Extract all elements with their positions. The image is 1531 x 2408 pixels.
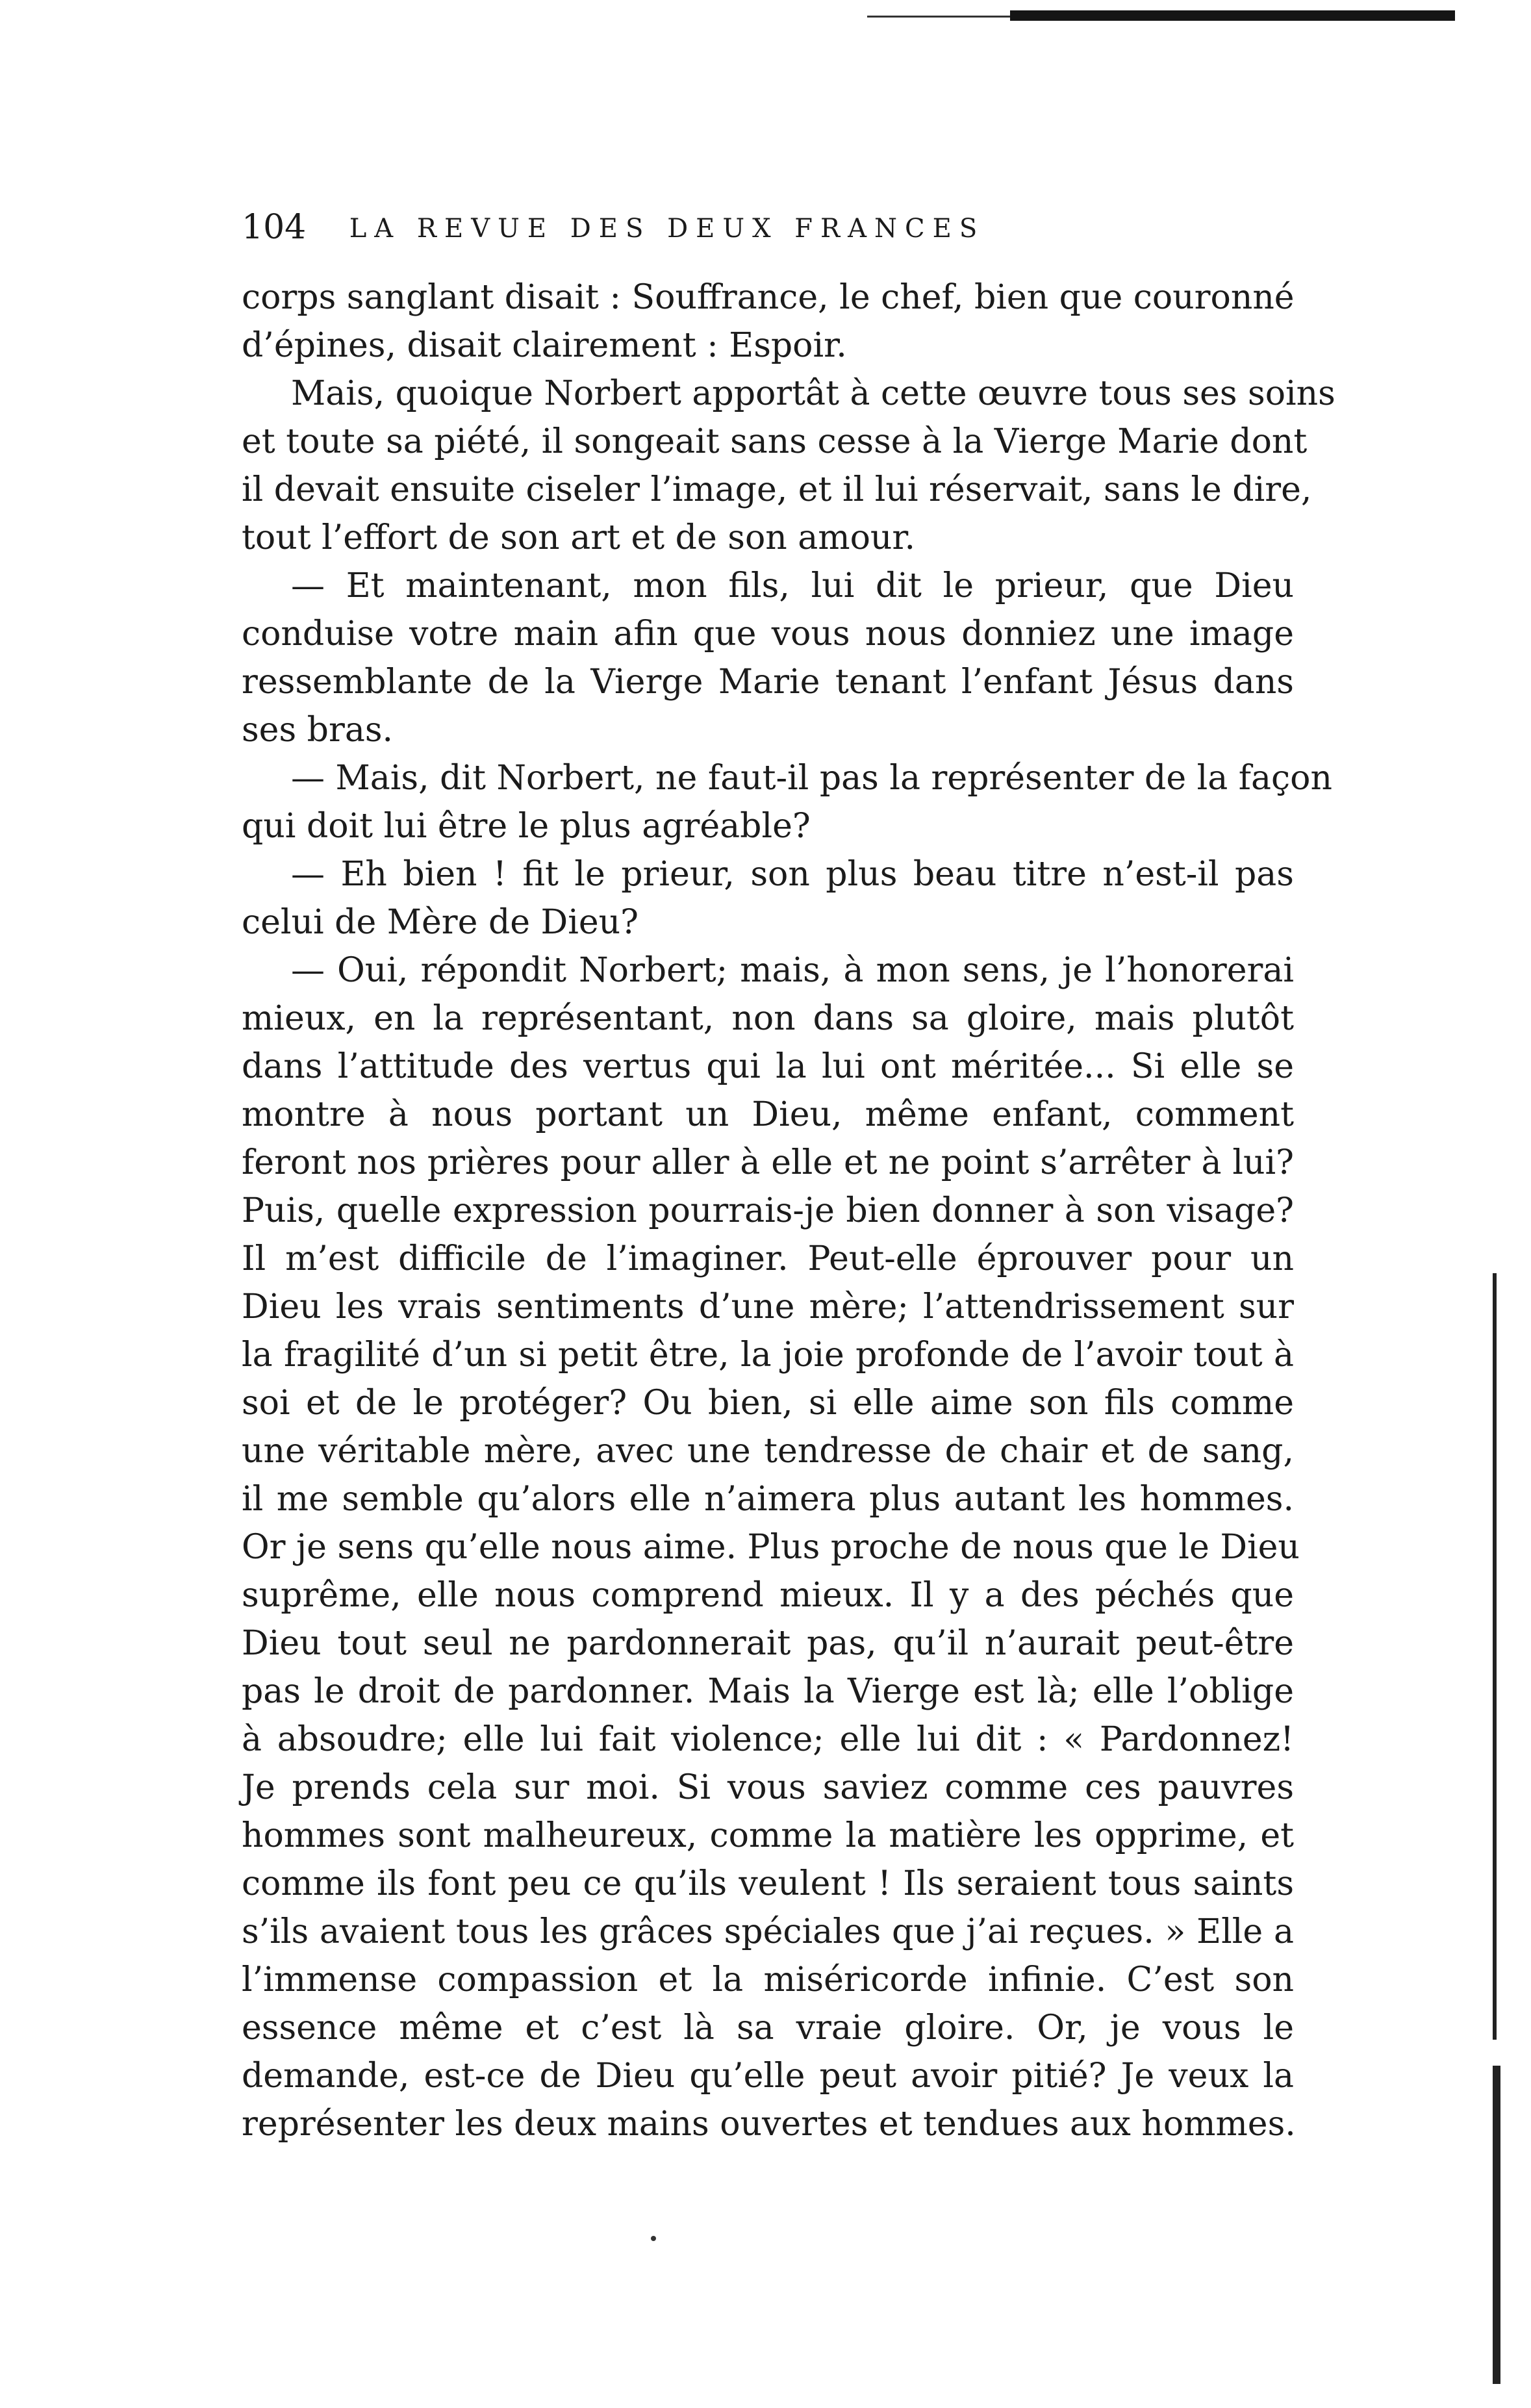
text-line: demande, est-ce de Dieu qu’elle peut avoir pitié? Je veux la [242,2057,1294,2096]
text-line: Il m’est difficile de l’imaginer. Peut-elle éprouver pour un [242,1239,1294,1278]
text-line: — Oui, répondit Norbert; mais, à mon sens, je l’honorerai [291,951,1294,990]
binding-edge-mark [1493,1273,1497,2040]
text-line: celui de Mère de Dieu? [242,903,639,942]
text-line: d’épines, disait clairement : Espoir. [242,326,847,365]
text-line: dans l’attitude des vertus qui la lui ont méritée... Si elle se [242,1047,1294,1086]
text-line: il devait ensuite ciseler l’image, et il lui réservait, sans le dire, [242,470,1312,509]
text-line: corps sanglant disait : Souffrance, le chef, bien que couronné [242,278,1295,317]
ink-speck [651,2236,656,2241]
text-line: Je prends cela sur moi. Si vous saviez comme ces pauvres [242,1768,1294,1807]
text-line: qui doit lui être le plus agréable? [242,807,811,846]
top-rule [867,8,1455,21]
text-line: essence même et c’est là sa vraie gloire. Or, je vous le [242,2009,1294,2047]
text-line: Or je sens qu’elle nous aime. Plus proche de nous que le Dieu [242,1528,1300,1567]
text-line: ressemblante de la Vierge Marie tenant l’enfant Jésus dans [242,663,1294,702]
text-line: une véritable mère, avec une tendresse de chair et de sang, [242,1432,1294,1471]
text-line: comme ils font peu ce qu’ils veulent ! Ils seraient tous saints [242,1864,1294,1903]
text-line: soi et de le protéger? Ou bien, si elle aime son fils comme [242,1384,1294,1423]
text-line: Puis, quelle expression pourrais-je bien donner à son visage? [242,1191,1294,1230]
text-line: ses bras. [242,711,394,750]
running-title: LA REVUE DES DEUX FRANCES [349,214,985,244]
text-line: il me semble qu’alors elle n’aimera plus autant les hommes. [242,1480,1294,1519]
top-rule-thin [867,16,1010,18]
text-line: la fragilité d’un si petit être, la joie profonde de l’avoir tout à [242,1336,1294,1375]
top-rule-thick [1010,10,1455,21]
text-line: conduise votre main afin que vous nous donniez une image [242,615,1294,653]
page-header [242,208,1041,247]
text-line: et toute sa piété, il songeait sans cesse à la Vierge Marie dont [242,422,1308,461]
text-line: montre à nous portant un Dieu, même enfant, comment [242,1095,1294,1134]
text-line: Mais, quoique Norbert apportât à cette œuvre tous ses soins [291,374,1335,413]
text-line: mieux, en la représentant, non dans sa gloire, mais plutôt [242,999,1294,1038]
text-line: l’immense compassion et la miséricorde infinie. C’est son [242,1960,1294,1999]
text-line: représenter les deux mains ouvertes et tendues aux hommes. [242,2105,1296,2144]
text-line: pas le droit de pardonner. Mais la Vierge est là; elle l’oblige [242,1672,1294,1711]
text-line: Dieu tout seul ne pardonnerait pas, qu’il n’aurait peut-être [242,1624,1294,1663]
binding-edge-mark [1493,2066,1500,2384]
text-line: à absoudre; elle lui fait violence; elle lui dit : « Pardonnez! [242,1720,1294,1759]
body-text [242,273,1335,2148]
text-line: suprême, elle nous comprend mieux. Il y a des péchés que [242,1576,1294,1615]
text-line: hommes sont malheureux, comme la matière les opprime, et [242,1816,1294,1855]
text-line: — Mais, dit Norbert, ne faut-il pas la représenter de la façon [291,759,1332,798]
text-line: s’ils avaient tous les grâces spéciales que j’ai reçues. » Elle a [242,1912,1294,1951]
text-line: — Eh bien ! fit le prieur, son plus beau titre n’est-il pas [291,855,1294,894]
text-line: tout l’effort de son art et de son amour. [242,518,916,557]
text-line: — Et maintenant, mon fils, lui dit le prieur, que Dieu [291,566,1294,605]
text-line: Dieu les vrais sentiments d’une mère; l’attendrissement sur [242,1287,1294,1326]
page-number: 104 [242,208,307,247]
text-line: feront nos prières pour aller à elle et ne point s’arrêter à lui? [242,1143,1294,1182]
